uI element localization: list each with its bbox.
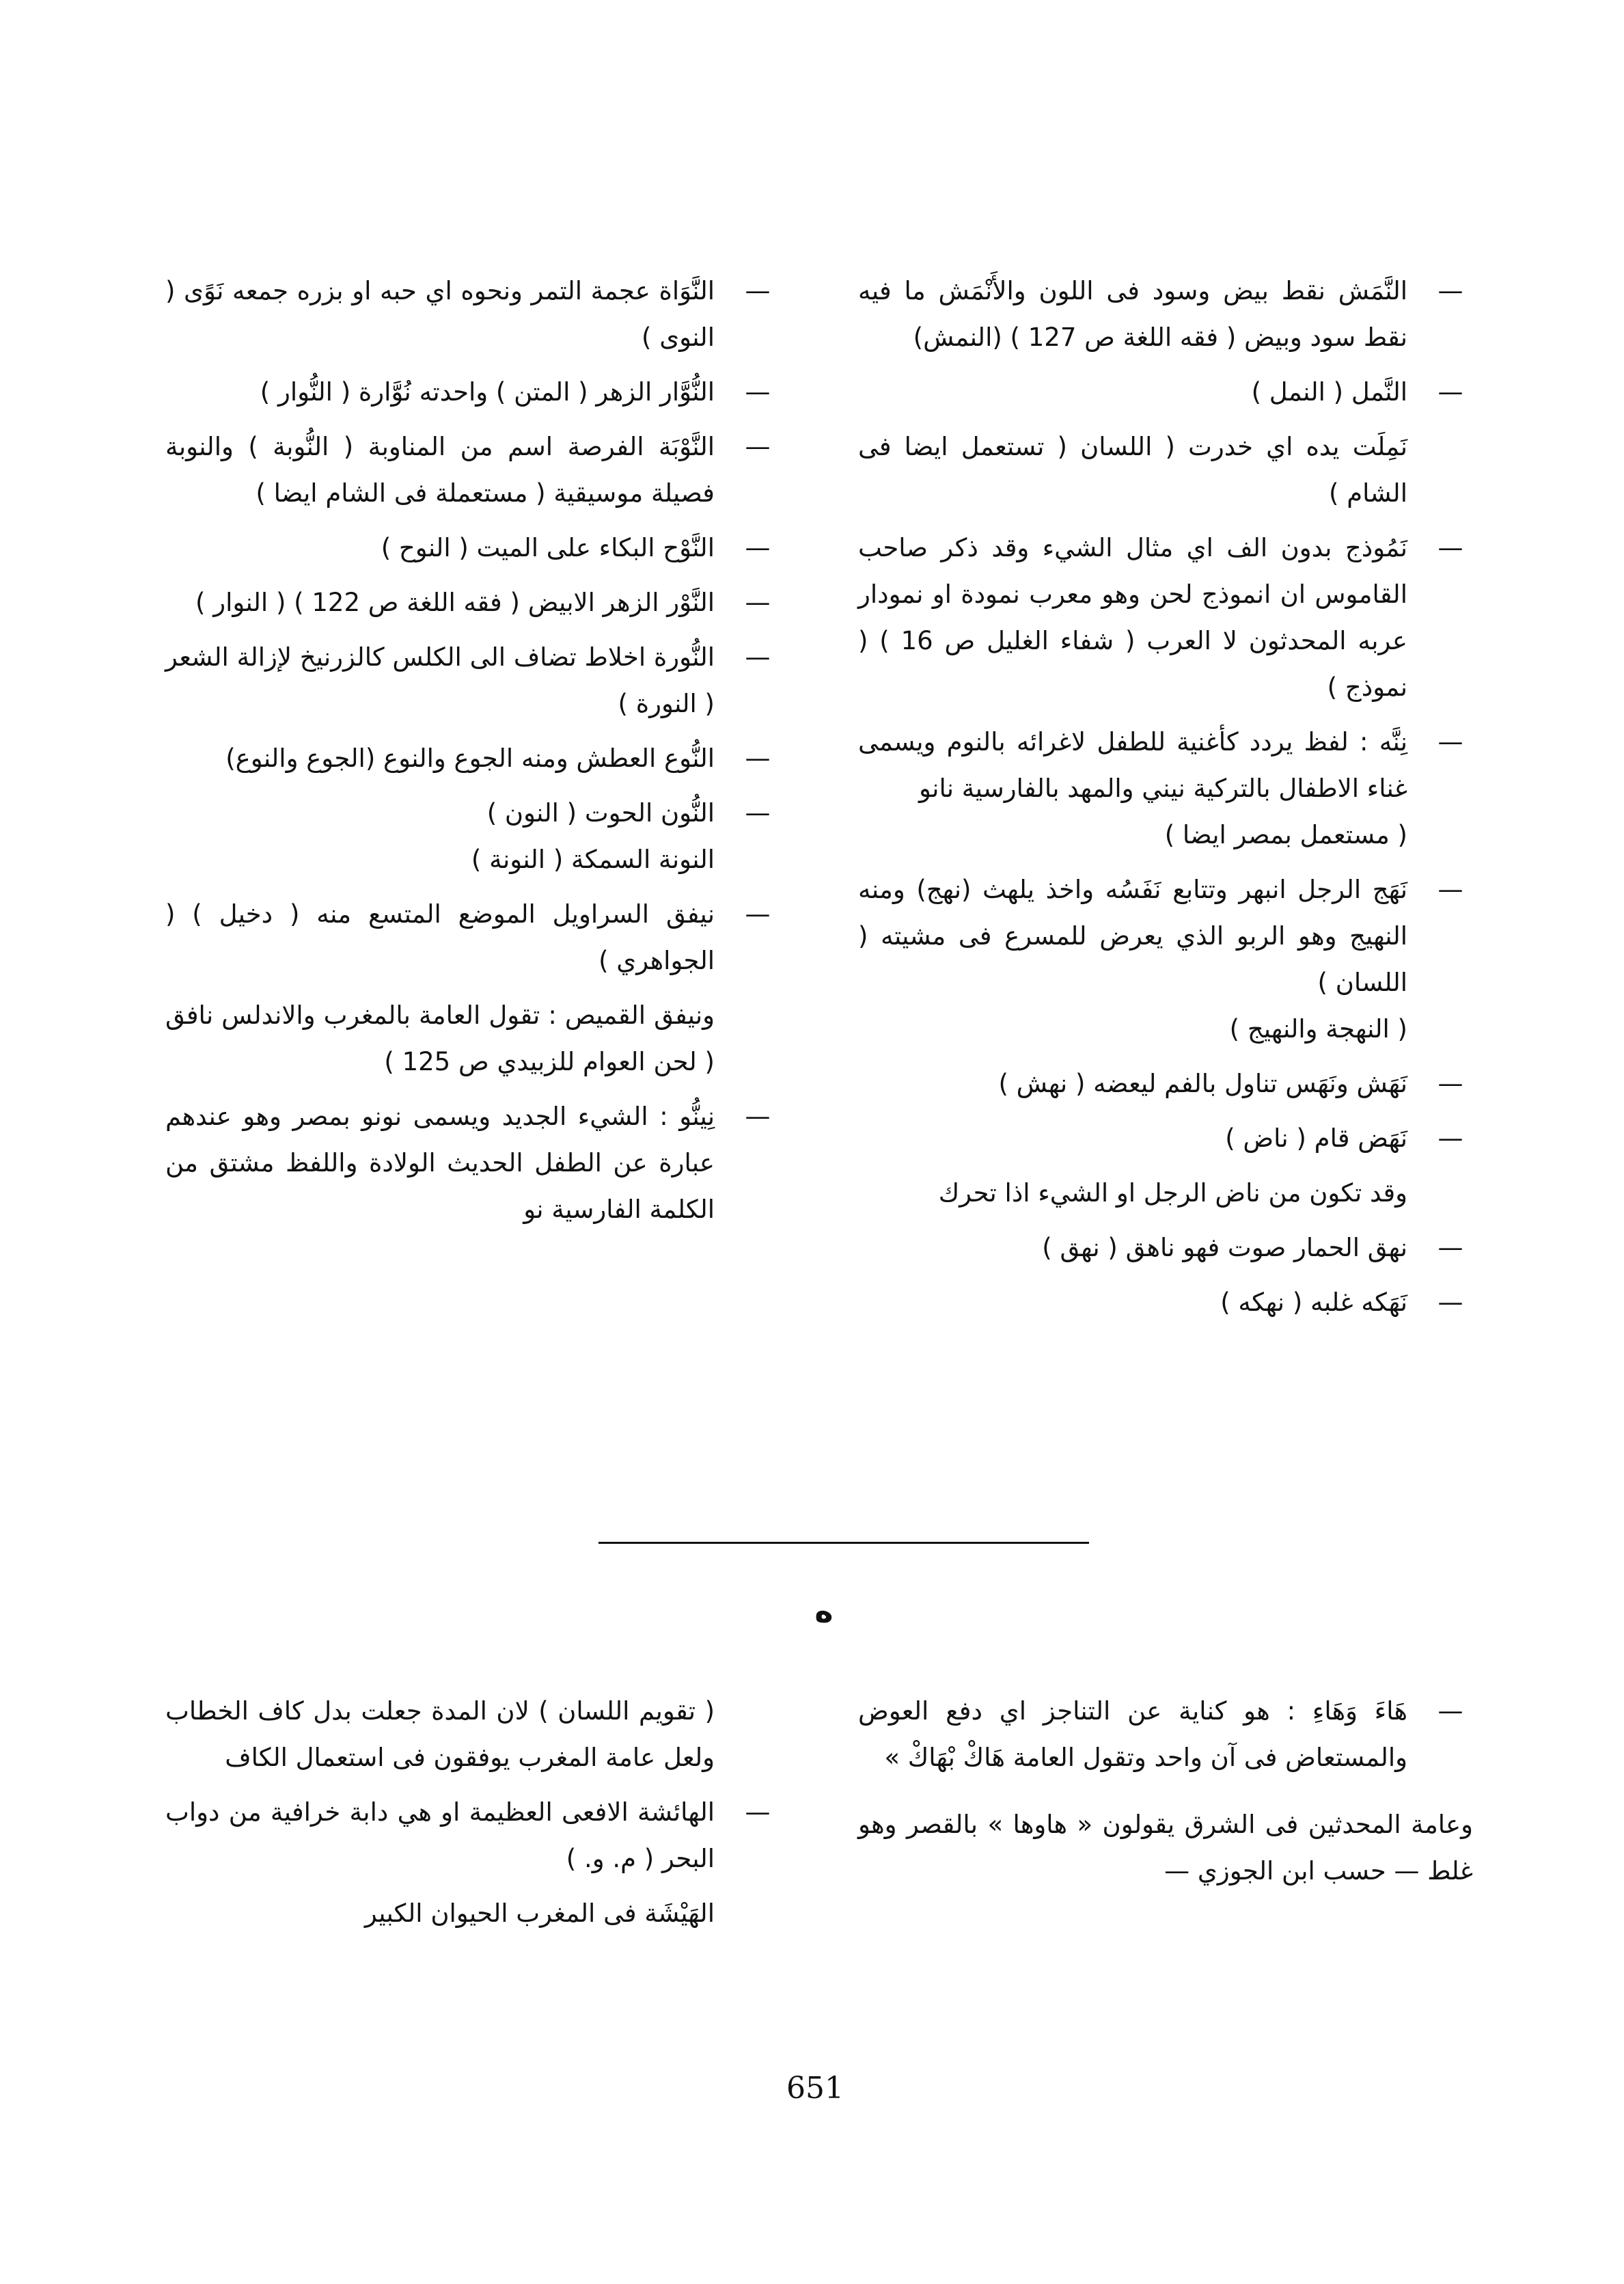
entry — [858, 719, 1473, 858]
entry-dash: — — [745, 276, 771, 305]
page-number: 651 — [786, 2071, 844, 2106]
entry-text: الهَيْشَة فى المغرب الحيوان الكبير — [364, 1899, 715, 1928]
entry-dash: — — [745, 798, 771, 828]
entry — [165, 891, 780, 984]
entry-text: هَاءَ وَهَاءِ : هو كناية عن التناجز اي دفع العوض والمستعاض فى آن واحد وتقول العامة هَاكْ بْهَاكْ » — [858, 1696, 1407, 1772]
entry-text: النَّوَاة عجمة التمر ونحوه اي حبه او بزره جمعه نَوًى ( النوى ) — [165, 276, 715, 352]
entry — [165, 992, 780, 1085]
entry — [858, 1279, 1473, 1326]
entry-text: النُّوع العطش ومنه الجوع والنوع (الجوع والنوع) — [225, 744, 715, 773]
entry-dash: — — [745, 533, 771, 562]
entry-text: نيفق السراويل الموضع المتسع منه ( دخيل ) ( الجواهري ) — [165, 899, 715, 975]
entry-text: النَّوْح البكاء على الميت ( النوح ) — [381, 533, 715, 562]
entry-dash: — — [1437, 533, 1463, 562]
entry — [858, 424, 1473, 517]
entry-text: وقد تكون من ناض الرجل او الشيء اذا تحرك — [938, 1178, 1407, 1208]
entry-text: النَّوْر الزهر الابيض ( فقه اللغة ص 122 ) ( النوار ) — [195, 588, 715, 617]
left-column-bottom — [165, 1688, 780, 1945]
section-divider — [598, 1542, 1089, 1544]
entry-text: النُّون الحوت ( النون ) النونة السمكة ( النونة ) — [471, 798, 715, 874]
entry-dash: — — [745, 432, 771, 461]
entry-dash: — — [1437, 727, 1463, 757]
entry-dash: — — [1437, 276, 1463, 305]
entry-dash: — — [745, 1102, 771, 1131]
entry — [165, 525, 780, 571]
entry-text: ( تقويم اللسان ) لان المدة جعلت بدل كاف الخطاب ولعل عامة المغرب يوفقون فى استعمال الكاف — [165, 1696, 715, 1772]
entry — [165, 580, 780, 626]
entry-text: نَهَش ونَهَس تناول بالفم ليعضه ( نهش ) — [998, 1069, 1407, 1098]
entry-dash: — — [1437, 1124, 1463, 1153]
entry — [858, 867, 1473, 1052]
entry — [858, 1061, 1473, 1107]
entry-text: نَهَج الرجل انبهر وتتابع نَفَسُه واخذ يلهث (نهج) ومنه النهيج وهو الربو الذي يعرض للمسرع فى مشيته ( اللسان ) ( النهجة والنهيج ) — [858, 875, 1407, 1044]
right-column-top — [858, 268, 1473, 1334]
entry — [858, 1225, 1473, 1271]
entry — [858, 1115, 1473, 1162]
section-letter: ه — [814, 1592, 834, 1629]
entry — [858, 1688, 1473, 1781]
left-column-top — [165, 268, 780, 1241]
right-column-bottom — [858, 1688, 1473, 1894]
entry-dash: — — [745, 377, 771, 407]
entry — [165, 735, 780, 782]
entry — [165, 369, 780, 416]
entry — [165, 1890, 780, 1937]
entry — [165, 424, 780, 517]
entry-text: النَّمل ( النمل ) — [1251, 377, 1407, 407]
entry-text: النَّمَش نقط بيض وسود فى اللون والأَنْمَش ما فيه نقط سود وبيض ( فقه اللغة ص 127 ) (النمش) — [858, 276, 1407, 352]
entry-dash: — — [1437, 1069, 1463, 1098]
entry-dash: — — [1437, 1288, 1463, 1317]
entry-dash: — — [745, 1797, 771, 1827]
entry-text: النَّوْبَة الفرصة اسم من المناوبة ( النُّوبة ) والنوبة فصيلة موسيقية ( مستعملة فى الشام ايضا ) — [165, 432, 715, 508]
entry-dash: — — [1437, 875, 1463, 904]
entry-text: نَهَض قام ( ناض ) — [1225, 1124, 1407, 1153]
entry — [165, 1093, 780, 1233]
entry-dash: — — [1437, 1696, 1463, 1726]
entry — [165, 790, 780, 883]
paragraph: وعامة المحدثين فى الشرق يقولون « هاوها » بالقصر وهو غلط — حسب ابن الجوزي — — [858, 1810, 1473, 1886]
entry-text: نِينُّو : الشيء الجديد ويسمى نونو بمصر وهو عندهم عبارة عن الطفل الحديث الولادة واللفظ مشتق من الكلمة الفارسية نو — [165, 1102, 715, 1224]
entry — [858, 525, 1473, 711]
entry — [165, 634, 780, 727]
entry-text: الهائشة الافعى العظيمة او هي دابة خرافية من دواب البحر ( م. و. ) — [165, 1797, 715, 1873]
entry-text: نَهَكه غلبه ( نهكه ) — [1220, 1288, 1407, 1317]
entry-text: نهق الحمار صوت فهو ناهق ( نهق ) — [1042, 1233, 1407, 1262]
entry-text: نَمِلَت يده اي خدرت ( اللسان ( تستعمل ايضا فى الشام ) — [858, 432, 1407, 508]
entry-dash: — — [745, 642, 771, 672]
entry-text: النُّوَّار الزهر ( المتن ) واحدته نُوَّارة ( النُّوار ) — [260, 377, 715, 407]
entry — [165, 1789, 780, 1882]
entry-text: نِنَّه : لفظ يردد كأغنية للطفل لاغرائه بالنوم ويسمى غناء الاطفال بالتركية نيني والمهد بالفارسية نانو ( مستعمل بمصر ايضا ) — [858, 727, 1407, 849]
entry-text: نَمُوذج بدون الف اي مثال الشيء وقد ذكر صاحب القاموس ان انموذج لحن وهو معرب نمودة او نمودار عربه المحدثون لا العرب ( شفاء الغليل ص 16 ) ( نموذج ) — [858, 533, 1407, 702]
entry-dash: — — [745, 744, 771, 773]
entry — [165, 1688, 780, 1781]
entry-dash: — — [745, 588, 771, 617]
entry-text: النُّورة اخلاط تضاف الى الكلس كالزرنيخ لإزالة الشعر ( النورة ) — [165, 642, 715, 718]
entry — [858, 1170, 1473, 1216]
entry — [858, 268, 1473, 361]
entry — [165, 268, 780, 361]
entry-dash: — — [1437, 1233, 1463, 1262]
entry-dash: — — [1437, 377, 1463, 407]
entry — [858, 369, 1473, 416]
entry-text: ونيفق القميص : تقول العامة بالمغرب والاندلس نافق ( لحن العوام للزبيدي ص 125 ) — [165, 1001, 715, 1076]
entry-dash: — — [745, 899, 771, 929]
